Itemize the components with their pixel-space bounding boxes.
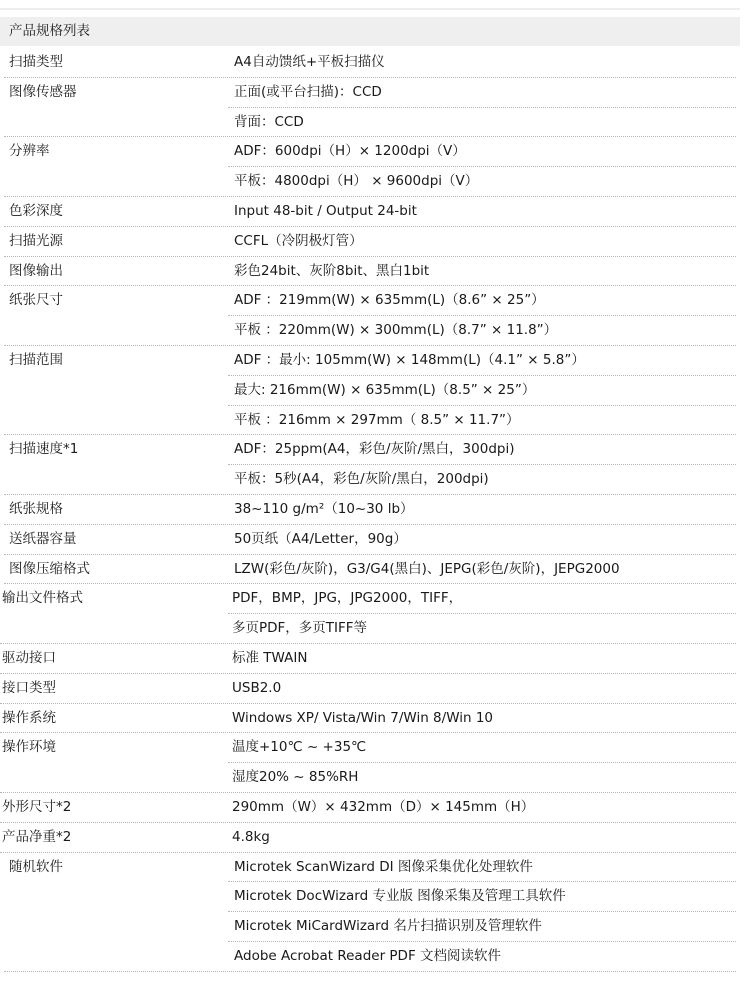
spec-row [0,942,740,972]
spec-label: 外形尺寸*2 [2,798,72,815]
spec-label: 产品净重*2 [2,828,72,845]
spec-row [0,912,740,942]
spec-label: 操作系统 [2,709,56,726]
top-divider [0,8,740,10]
spec-value: 背面：CCD [234,113,304,130]
spec-label: 分辨率 [9,143,50,160]
spec-value: PDF，BMP，JPG，JPG2000，TIFF， [232,590,463,607]
spec-value: Microtek ScanWizard DI 图像采集优化处理软件 [234,858,533,875]
spec-value: 标准 TWAIN [232,649,308,666]
spec-value: 多页PDF，多页TIFF等 [232,620,368,637]
spec-row [0,167,740,197]
spec-value: ADF：600dpi（H）× 1200dpi（V） [234,143,466,160]
spec-value: 38~110 g/m²（10~30 lb） [234,500,414,517]
spec-row [0,614,740,644]
spec-value: A4自动馈纸+平板扫描仪 [234,54,385,70]
spec-label: 色彩深度 [9,202,63,219]
spec-label: 纸张规格 [9,500,63,517]
spec-row [0,346,740,376]
spec-label: 接口类型 [2,679,56,696]
spec-row [0,525,740,555]
spec-row [0,465,740,495]
spec-value: 50页纸（A4/Letter，90g） [234,530,407,547]
spec-row [0,137,740,167]
spec-value: 最大: 216mm(W) × 635mm(L)（8.5” × 25”） [234,381,536,398]
spec-label: 输出文件格式 [2,590,83,607]
spec-value: ADF ：219mm(W) × 635mm(L)（8.6” × 25”） [234,292,545,309]
spec-value: 湿度20% ~ 85%RH [232,769,359,786]
spec-row [0,48,740,78]
spec-label: 图像输出 [9,262,63,279]
spec-row [0,227,740,257]
spec-label: 扫描范围 [9,351,63,368]
spec-row [0,644,740,674]
spec-label: 图像传感器 [9,83,77,100]
spec-row [0,78,740,108]
spec-row [0,674,740,704]
spec-value: ADF：25ppm(A4，彩色/灰阶/黑白，300dpi) [234,441,515,458]
spec-row [0,316,740,346]
spec-value: 温度+10℃ ~ +35℃ [232,739,367,756]
spec-row [0,435,740,465]
spec-value: Microtek DocWizard 专业版 图像采集及管理工具软件 [234,888,566,905]
spec-row [0,108,740,138]
spec-value: 平板 ：220mm(W) × 300mm(L)（8.7” × 11.8”） [234,322,558,339]
spec-value: Windows XP/ Vista/Win 7/Win 8/Win 10 [232,709,494,726]
spec-row [0,555,740,585]
spec-label: 随机软件 [9,858,63,875]
spec-value: CCFL（冷阴极灯管） [234,232,363,249]
spec-row [0,733,740,763]
spec-value: ADF ：最小: 105mm(W) × 148mm(L)（4.1” × 5.8”） [234,351,585,368]
spec-row [0,763,740,793]
spec-value: 正面(或平台扫描)：CCD [234,83,382,100]
spec-label: 送纸器容量 [9,530,77,547]
spec-label: 图像压缩格式 [9,560,90,577]
spec-table-header: 产品规格列表 [0,17,740,46]
spec-value: 290mm（W）× 432mm（D）× 145mm（H） [232,798,535,815]
spec-table [0,48,740,972]
spec-value: USB2.0 [232,679,282,696]
spec-label: 扫描速度*1 [9,441,79,458]
spec-row [0,853,740,883]
spec-label: 纸张尺寸 [9,292,63,309]
spec-value: 平板：5秒(A4，彩色/灰阶/黑白，200dpi) [234,471,489,488]
spec-value: Adobe Acrobat Reader PDF 文档阅读软件 [234,947,502,964]
spec-label: 扫描类型 [9,54,63,70]
spec-label: 扫描光源 [9,232,63,249]
spec-value: LZW(彩色/灰阶)，G3/G4(黑白)、JEPG(彩色/灰阶)，JEPG2000 [234,560,620,577]
spec-value: 平板 ：216mm × 297mm（ 8.5” × 11.7”） [234,411,520,428]
spec-label: 驱动接口 [2,649,56,666]
spec-row [0,376,740,406]
spec-row [0,793,740,823]
spec-value: Input 48-bit / Output 24-bit [234,202,417,219]
spec-value: 平板：4800dpi（H） × 9600dpi（V） [234,173,479,190]
spec-row [0,257,740,287]
spec-row [0,286,740,316]
spec-value: Microtek MiCardWizard 名片扫描识别及管理软件 [234,918,542,935]
spec-row [0,406,740,436]
spec-label: 操作环境 [2,739,56,756]
spec-row [0,882,740,912]
spec-row [0,495,740,525]
spec-value: 4.8kg [232,828,270,845]
spec-row [0,823,740,853]
spec-row [0,584,740,614]
spec-value: 彩色24bit、灰阶8bit、黑白1bit [234,262,430,279]
spec-row [0,197,740,227]
spec-row [0,704,740,734]
